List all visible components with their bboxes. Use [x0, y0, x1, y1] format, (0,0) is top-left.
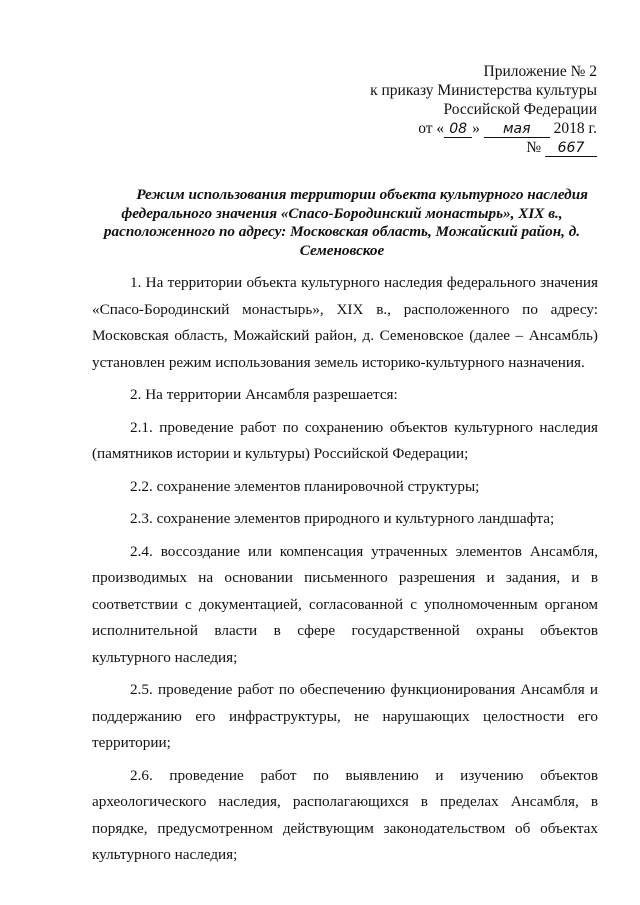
handwritten-day: 08: [444, 121, 472, 138]
paragraph-line: 1. На территории объекта культурного наследия федерального значения: [130, 274, 598, 291]
paragraph-line: «Спасо-Бородинский монастырь», XIX в., расположенного по адресу:: [92, 300, 598, 318]
paragraph-line: 2.4. воссоздание или компенсация утраченных элементов Ансамбля,: [130, 542, 598, 560]
paragraph-line: культурного наследия;: [92, 846, 238, 863]
paragraph-line: 2.5. проведение работ по обеспечению функционирования Ансамбля и: [130, 681, 598, 698]
paragraph: [92, 270, 598, 376]
document-body: [92, 270, 598, 875]
date-year: 2018 г.: [553, 120, 597, 137]
appendix-header: [297, 62, 597, 157]
paragraph-line: 2. На территории Ансамбля разрешается:: [130, 386, 398, 403]
handwritten-number: 667: [545, 140, 597, 157]
ministry-country: Российской Федерации: [443, 101, 597, 118]
paragraph: [92, 763, 598, 869]
document-title: [92, 186, 592, 260]
paragraph: [92, 415, 598, 468]
paragraph: [92, 506, 598, 533]
paragraph: [92, 382, 598, 409]
date-mid: »: [472, 120, 480, 137]
paragraph-line: порядке, предусмотренном действующим законодательством об объектах: [92, 819, 598, 837]
paragraph: [92, 474, 598, 501]
paragraph-line: 2.1. проведение работ по сохранению объектов культурного наследия: [130, 418, 598, 436]
handwritten-month: мая: [484, 121, 550, 138]
title-line-1: Режим использования территории объекта культурного наследия: [136, 186, 588, 203]
paragraph-line: 2.3. сохранение элементов природного и культурного ландшафта;: [130, 510, 555, 527]
paragraph-line: археологического наследия, располагающихся в пределах Ансамбля, в: [92, 793, 598, 810]
number-prefix: №: [526, 139, 542, 156]
appendix-number: Приложение № 2: [483, 63, 597, 80]
paragraph: [92, 677, 598, 757]
title-line-2: федерального значения «Спасо-Бородинский монастырь», XIX в.,: [121, 204, 563, 222]
paragraph-line: 2.6. проведение работ по выявлению и изучению объектов: [130, 766, 598, 784]
date-prefix: от «: [418, 120, 445, 137]
paragraph-line: соответствии с документацией, согласованной с уполномоченным органом: [92, 595, 598, 613]
paragraph-line: Московская область, Можайский район, д. Семеновское (далее – Ансамбль): [92, 327, 598, 344]
order-reference: к приказу Министерства культуры: [370, 82, 597, 99]
paragraph: [92, 539, 598, 672]
paragraph-line: 2.2. сохранение элементов планировочной структуры;: [130, 477, 480, 495]
paragraph-line: культурного наследия;: [92, 648, 238, 666]
paragraph-line: установлен режим использования земель историко-культурного назначения.: [92, 353, 585, 371]
paragraph-line: производимых на основании письменного разрешения и задания, и в: [92, 569, 598, 586]
paragraph-line: (памятников истории и культуры) Российской Федерации;: [92, 445, 469, 462]
order-date: [297, 119, 597, 138]
paragraph-line: поддержанию его инфраструктуры, не нарушающих целостности его: [92, 707, 598, 725]
title-line-4: Семеновское: [299, 241, 385, 259]
paragraph-line: исполнительной власти в сфере государственной охраны объектов: [92, 622, 598, 639]
order-number: [297, 138, 597, 157]
paragraph-line: территории;: [92, 734, 171, 751]
title-line-3: расположенного по адресу: Московская область, Можайский район, д.: [103, 223, 581, 240]
